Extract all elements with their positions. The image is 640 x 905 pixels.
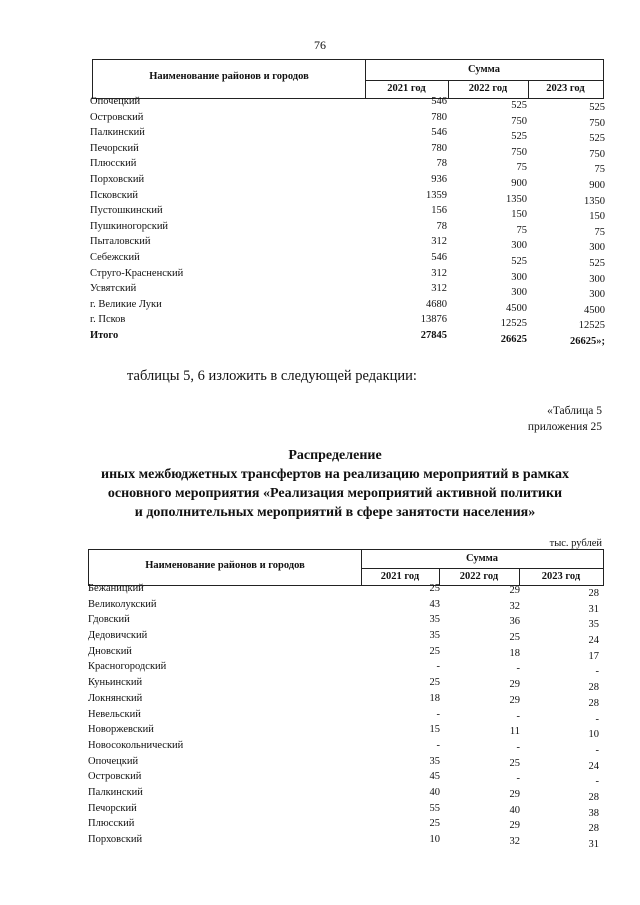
row-value-2021: 35 (429, 614, 440, 626)
row-value-2023: 24 (588, 635, 599, 647)
row-value-2023: 750 (589, 148, 605, 160)
row-value-2021: 10 (429, 834, 440, 845)
row-value-2023: 28 (588, 682, 599, 694)
row-value-2022: 150 (511, 209, 527, 221)
row-value-2021: 546 (431, 96, 447, 107)
row-value-2021: 13876 (420, 314, 447, 326)
row-value-2021: 936 (431, 173, 447, 185)
row-value-2021: 25 (429, 645, 440, 657)
row-value-2021: 25 (429, 677, 440, 689)
row-value-2022: 29 (509, 585, 520, 596)
row-value-2021: 546 (431, 127, 447, 139)
row-value-2022: 4500 (506, 302, 527, 314)
row-value-2023: 75 (594, 226, 605, 238)
row-name: Псковский (90, 189, 138, 201)
row-value-2021: 780 (431, 111, 447, 123)
table1-year-2022-header: 2022 год (468, 83, 508, 94)
row-value-2023: 10 (588, 729, 599, 741)
row-value-2022: 25 (509, 757, 520, 769)
page-number: 76 (314, 38, 326, 52)
table-row (90, 205, 605, 221)
row-name: Печорский (88, 802, 137, 814)
table-row (88, 583, 603, 599)
row-name: Дновский (88, 645, 132, 657)
table-row (88, 646, 603, 662)
row-name: Палкинский (90, 127, 145, 139)
title-line3: основного мероприятия «Реализация мероприятий активной политики (107, 486, 563, 501)
table1-year-2021-header: 2021 год (387, 83, 426, 94)
table-row (90, 236, 605, 252)
row-name: Гдовский (88, 614, 130, 626)
table-reference-line2: приложения 25 (527, 421, 602, 433)
row-value-2021: 4680 (426, 298, 447, 310)
table-row (90, 96, 605, 112)
table2-name-column-header: Наименование районов и городов (145, 560, 305, 571)
row-name: г. Великие Луки (90, 298, 162, 310)
table-row (90, 221, 605, 237)
row-value-2023: 300 (589, 273, 605, 285)
row-value-2022: - (516, 741, 520, 753)
row-value-2023: 300 (589, 289, 605, 301)
row-value-2022: 26625 (500, 333, 527, 345)
row-value-2022: 300 (511, 287, 527, 299)
row-value-2022: 75 (516, 162, 527, 174)
table-row (90, 158, 605, 174)
table-row (88, 661, 603, 677)
table-row (88, 693, 603, 709)
row-value-2022: 29 (509, 679, 520, 691)
table-row (88, 834, 603, 850)
table-row (90, 330, 605, 346)
table2-year-2021-header: 2021 год (380, 571, 420, 582)
title-line2: иных межбюджетных трансфертов на реализацию мероприятий в рамках (101, 467, 569, 482)
row-value-2023: 24 (588, 760, 599, 772)
row-value-2022: 11 (509, 726, 520, 738)
row-value-2022: 12525 (500, 318, 527, 330)
row-value-2022: 40 (509, 804, 520, 816)
table-row (88, 740, 603, 756)
row-value-2021: 27845 (420, 329, 447, 341)
row-name: Островский (88, 771, 142, 783)
row-value-2023: 28 (588, 697, 599, 709)
row-value-2023: 28 (588, 588, 599, 599)
row-value-2023: 12525 (578, 320, 605, 332)
table-row (88, 599, 603, 615)
row-value-2022: 32 (509, 600, 520, 612)
row-value-2023: 26625»; (570, 335, 605, 347)
row-value-2021: - (436, 739, 440, 751)
row-name: Локнянский (88, 692, 143, 704)
table-row (88, 614, 603, 630)
row-name: г. Псков (90, 314, 126, 326)
row-value-2021: 45 (429, 771, 440, 783)
table-row (88, 709, 603, 725)
row-name: Палкинский (88, 786, 143, 798)
row-value-2022: 29 (509, 694, 520, 706)
row-value-2021: 546 (431, 251, 447, 263)
table-row (90, 268, 605, 284)
row-value-2023: - (595, 666, 599, 678)
row-value-2021: 78 (436, 220, 447, 232)
row-value-2023: 75 (594, 164, 605, 176)
row-value-2023: - (595, 776, 599, 788)
row-value-2022: 750 (511, 115, 527, 127)
table-row (90, 174, 605, 190)
row-name: Опочецкий (88, 755, 139, 767)
row-value-2021: - (436, 708, 440, 720)
row-name: Печорский (90, 142, 139, 154)
row-value-2021: 43 (429, 598, 440, 610)
row-value-2022: 525 (511, 255, 527, 267)
table-row (90, 299, 605, 315)
table-row (90, 112, 605, 128)
row-name: Дедовичский (88, 630, 148, 642)
row-value-2023: 17 (588, 650, 599, 662)
table-row (90, 314, 605, 330)
table2-body (88, 583, 603, 850)
row-value-2023: 38 (588, 807, 599, 819)
row-value-2021: 78 (436, 158, 447, 170)
table1-name-column-header: Наименование районов и городов (149, 71, 309, 82)
row-value-2022: 900 (511, 177, 527, 189)
row-name: Порховский (90, 173, 145, 185)
row-value-2023: 28 (588, 791, 599, 803)
row-value-2023: 35 (588, 619, 599, 631)
row-value-2021: 312 (431, 267, 447, 279)
row-name: Красногородский (88, 661, 167, 673)
table-row (90, 283, 605, 299)
row-value-2023: 750 (589, 117, 605, 129)
row-value-2022: 18 (509, 647, 520, 659)
row-value-2022: 300 (511, 271, 527, 283)
row-value-2021: 40 (429, 786, 440, 798)
row-value-2023: 525 (589, 133, 605, 145)
row-value-2021: - (436, 661, 440, 673)
row-value-2021: 25 (429, 818, 440, 830)
row-value-2021: 35 (429, 755, 440, 767)
row-value-2021: 25 (429, 583, 440, 594)
row-name: Усвятский (90, 283, 137, 295)
table-row (88, 818, 603, 834)
row-name: Струго-Красненский (90, 267, 184, 279)
row-name: Плюсский (88, 818, 135, 830)
table1-year-2023-header: 2023 год (546, 83, 585, 94)
row-name: Итого (90, 329, 119, 341)
row-value-2023: 31 (588, 839, 599, 850)
row-value-2021: 55 (429, 802, 440, 814)
row-value-2023: 28 (588, 823, 599, 835)
table-row (90, 143, 605, 159)
row-value-2022: - (516, 773, 520, 785)
row-name: Порховский (88, 834, 143, 845)
row-value-2021: 312 (431, 236, 447, 248)
table-row (88, 756, 603, 772)
row-name: Пустошкинский (90, 205, 163, 217)
row-name: Невельский (88, 708, 141, 720)
row-value-2022: 25 (509, 632, 520, 644)
table2-year-2022-header: 2022 год (459, 571, 499, 582)
row-value-2022: 525 (511, 100, 527, 111)
units-label: тыс. рублей (549, 538, 602, 549)
row-value-2023: 900 (589, 179, 605, 191)
row-value-2021: 780 (431, 142, 447, 154)
row-value-2022: 300 (511, 240, 527, 252)
row-value-2023: 525 (589, 257, 605, 269)
table-reference-line1: «Таблица 5 (547, 405, 602, 417)
table-row (88, 787, 603, 803)
row-name: Куньинский (88, 677, 143, 689)
row-value-2021: 1359 (426, 189, 447, 201)
row-name: Бежаницкий (88, 583, 144, 594)
table1-header (92, 59, 604, 99)
row-value-2022: 29 (509, 788, 520, 800)
table-row (88, 803, 603, 819)
row-value-2021: 15 (429, 724, 440, 736)
table-row (88, 630, 603, 646)
row-value-2023: - (595, 713, 599, 725)
row-name: Себежский (90, 251, 140, 263)
row-value-2022: 36 (509, 616, 520, 628)
table-row (88, 771, 603, 787)
table1-sum-header: Сумма (468, 64, 500, 75)
table1-body (90, 96, 605, 346)
row-name: Пушкиногорский (90, 220, 169, 232)
row-name: Новоржевский (88, 724, 154, 736)
row-name: Пыталовский (90, 236, 151, 248)
table-row (90, 190, 605, 206)
row-name: Опочецкий (90, 96, 141, 107)
row-value-2022: 750 (511, 146, 527, 158)
row-value-2023: 300 (589, 242, 605, 254)
row-value-2022: 32 (509, 836, 520, 847)
row-value-2023: 4500 (584, 304, 605, 316)
row-value-2022: 75 (516, 224, 527, 236)
row-value-2023: 31 (588, 603, 599, 615)
table-row (90, 127, 605, 143)
row-value-2023: 1350 (584, 195, 605, 207)
row-value-2022: - (516, 710, 520, 722)
row-value-2022: 29 (509, 820, 520, 832)
title-line1: Распределение (288, 448, 382, 463)
table-row (88, 724, 603, 740)
row-name: Великолукский (88, 598, 157, 610)
row-value-2023: 150 (589, 211, 605, 223)
row-value-2022: 525 (511, 131, 527, 143)
row-name: Плюсский (90, 158, 137, 170)
row-value-2021: 18 (429, 692, 440, 704)
table-title (60, 446, 610, 522)
row-value-2023: 525 (589, 102, 605, 113)
row-value-2023: - (595, 744, 599, 756)
instruction-paragraph: таблицы 5, 6 изложить в следующей редакции: (127, 368, 417, 384)
row-value-2021: 156 (431, 205, 447, 217)
row-value-2022: - (516, 663, 520, 675)
row-value-2021: 35 (429, 630, 440, 642)
table-row (90, 252, 605, 268)
table2-sum-header: Сумма (466, 553, 498, 564)
table2-header (88, 549, 604, 586)
title-line4: и дополнительных мероприятий в сфере занятости населения» (134, 505, 536, 520)
table-reference (442, 403, 602, 435)
row-name: Островский (90, 111, 144, 123)
row-value-2022: 1350 (506, 193, 527, 205)
row-value-2021: 312 (431, 283, 447, 295)
row-name: Новосокольнический (88, 739, 184, 751)
table2-year-2023-header: 2023 год (541, 571, 581, 582)
table-row (88, 677, 603, 693)
